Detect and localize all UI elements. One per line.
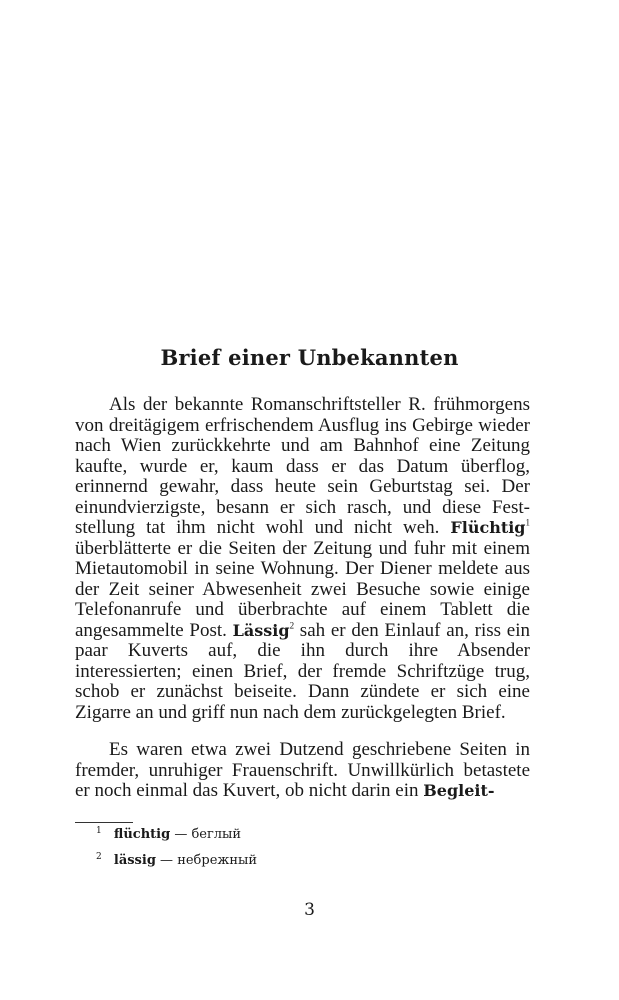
footnote-ref-2: 2	[289, 620, 295, 631]
chapter-title: Brief einer Unbekannten	[160, 345, 459, 370]
footnote-2-number: 2	[96, 851, 102, 862]
paragraph-1-text-c: sah er den Einlauf an, riss ein paar Kuverts auf, die ihn durch ihre Absender interessierten; einen Brief, der fremde Schriftzüge trug, schob er zunächst beiseite. Dann zündete er sich eine Zigarre an und griff nun nach dem zurückgelegten Brief.	[75, 619, 530, 723]
page-number: 3	[304, 900, 315, 920]
footnote-separator	[75, 822, 133, 823]
footnote-1-translation: беглый	[191, 827, 242, 842]
footnote-2-term: lässig	[113, 853, 156, 868]
paragraph-1	[75, 395, 530, 723]
paragraph-2-text-a: Es waren etwa zwei Dutzend geschriebene Seiten in fremder, unruhiger Frauenschrift. Unwillkürlich betastete er noch einmal das Kuvert, ob nicht darin ein	[75, 739, 530, 801]
glossed-word-fluechtig: Flüchtig	[450, 518, 526, 537]
footnote-1	[96, 827, 241, 842]
paragraph-1-text-b: überblätterte er die Seiten der Zeitung und fuhr mit einem Mietautomobil in seine Wohnung. Der Diener meldete aus der Zeit seiner Abwesenheit zwei Besuche sowie einige Telefonanrufe und überbrachte auf einem Tablett die angesammelte Post.	[75, 537, 530, 641]
footnote-1-dash: —	[174, 827, 188, 842]
footnote-1-number: 1	[96, 825, 102, 836]
glossed-word-begleit: Begleit-	[423, 781, 495, 800]
footnote-2-dash: —	[160, 853, 174, 868]
footnote-2-translation: небрежный	[177, 853, 258, 868]
glossed-word-laessig: Lässig	[232, 620, 290, 640]
paragraph-2	[75, 740, 530, 802]
footnote-1-term: flüchtig	[113, 827, 171, 842]
footnote-ref-1: 1	[525, 517, 530, 528]
footnote-2	[96, 853, 257, 868]
paragraph-1-text-a: Als der bekannte Romanschriftsteller R. frühmorgens von dreitägigem erfrischendem Ausflug ins Gebirge wieder nach Wien zurückkehrte und am Bahnhof eine Zeitung kaufte, wurde er, kaum dass er das Datum überflog, erinnernd gewahr, dass heute sein Geburtstag sei. Der einundvierzigste, besann er sich rasch, und diese Feststellung tat ihm nicht wohl und nicht weh.	[75, 394, 530, 538]
